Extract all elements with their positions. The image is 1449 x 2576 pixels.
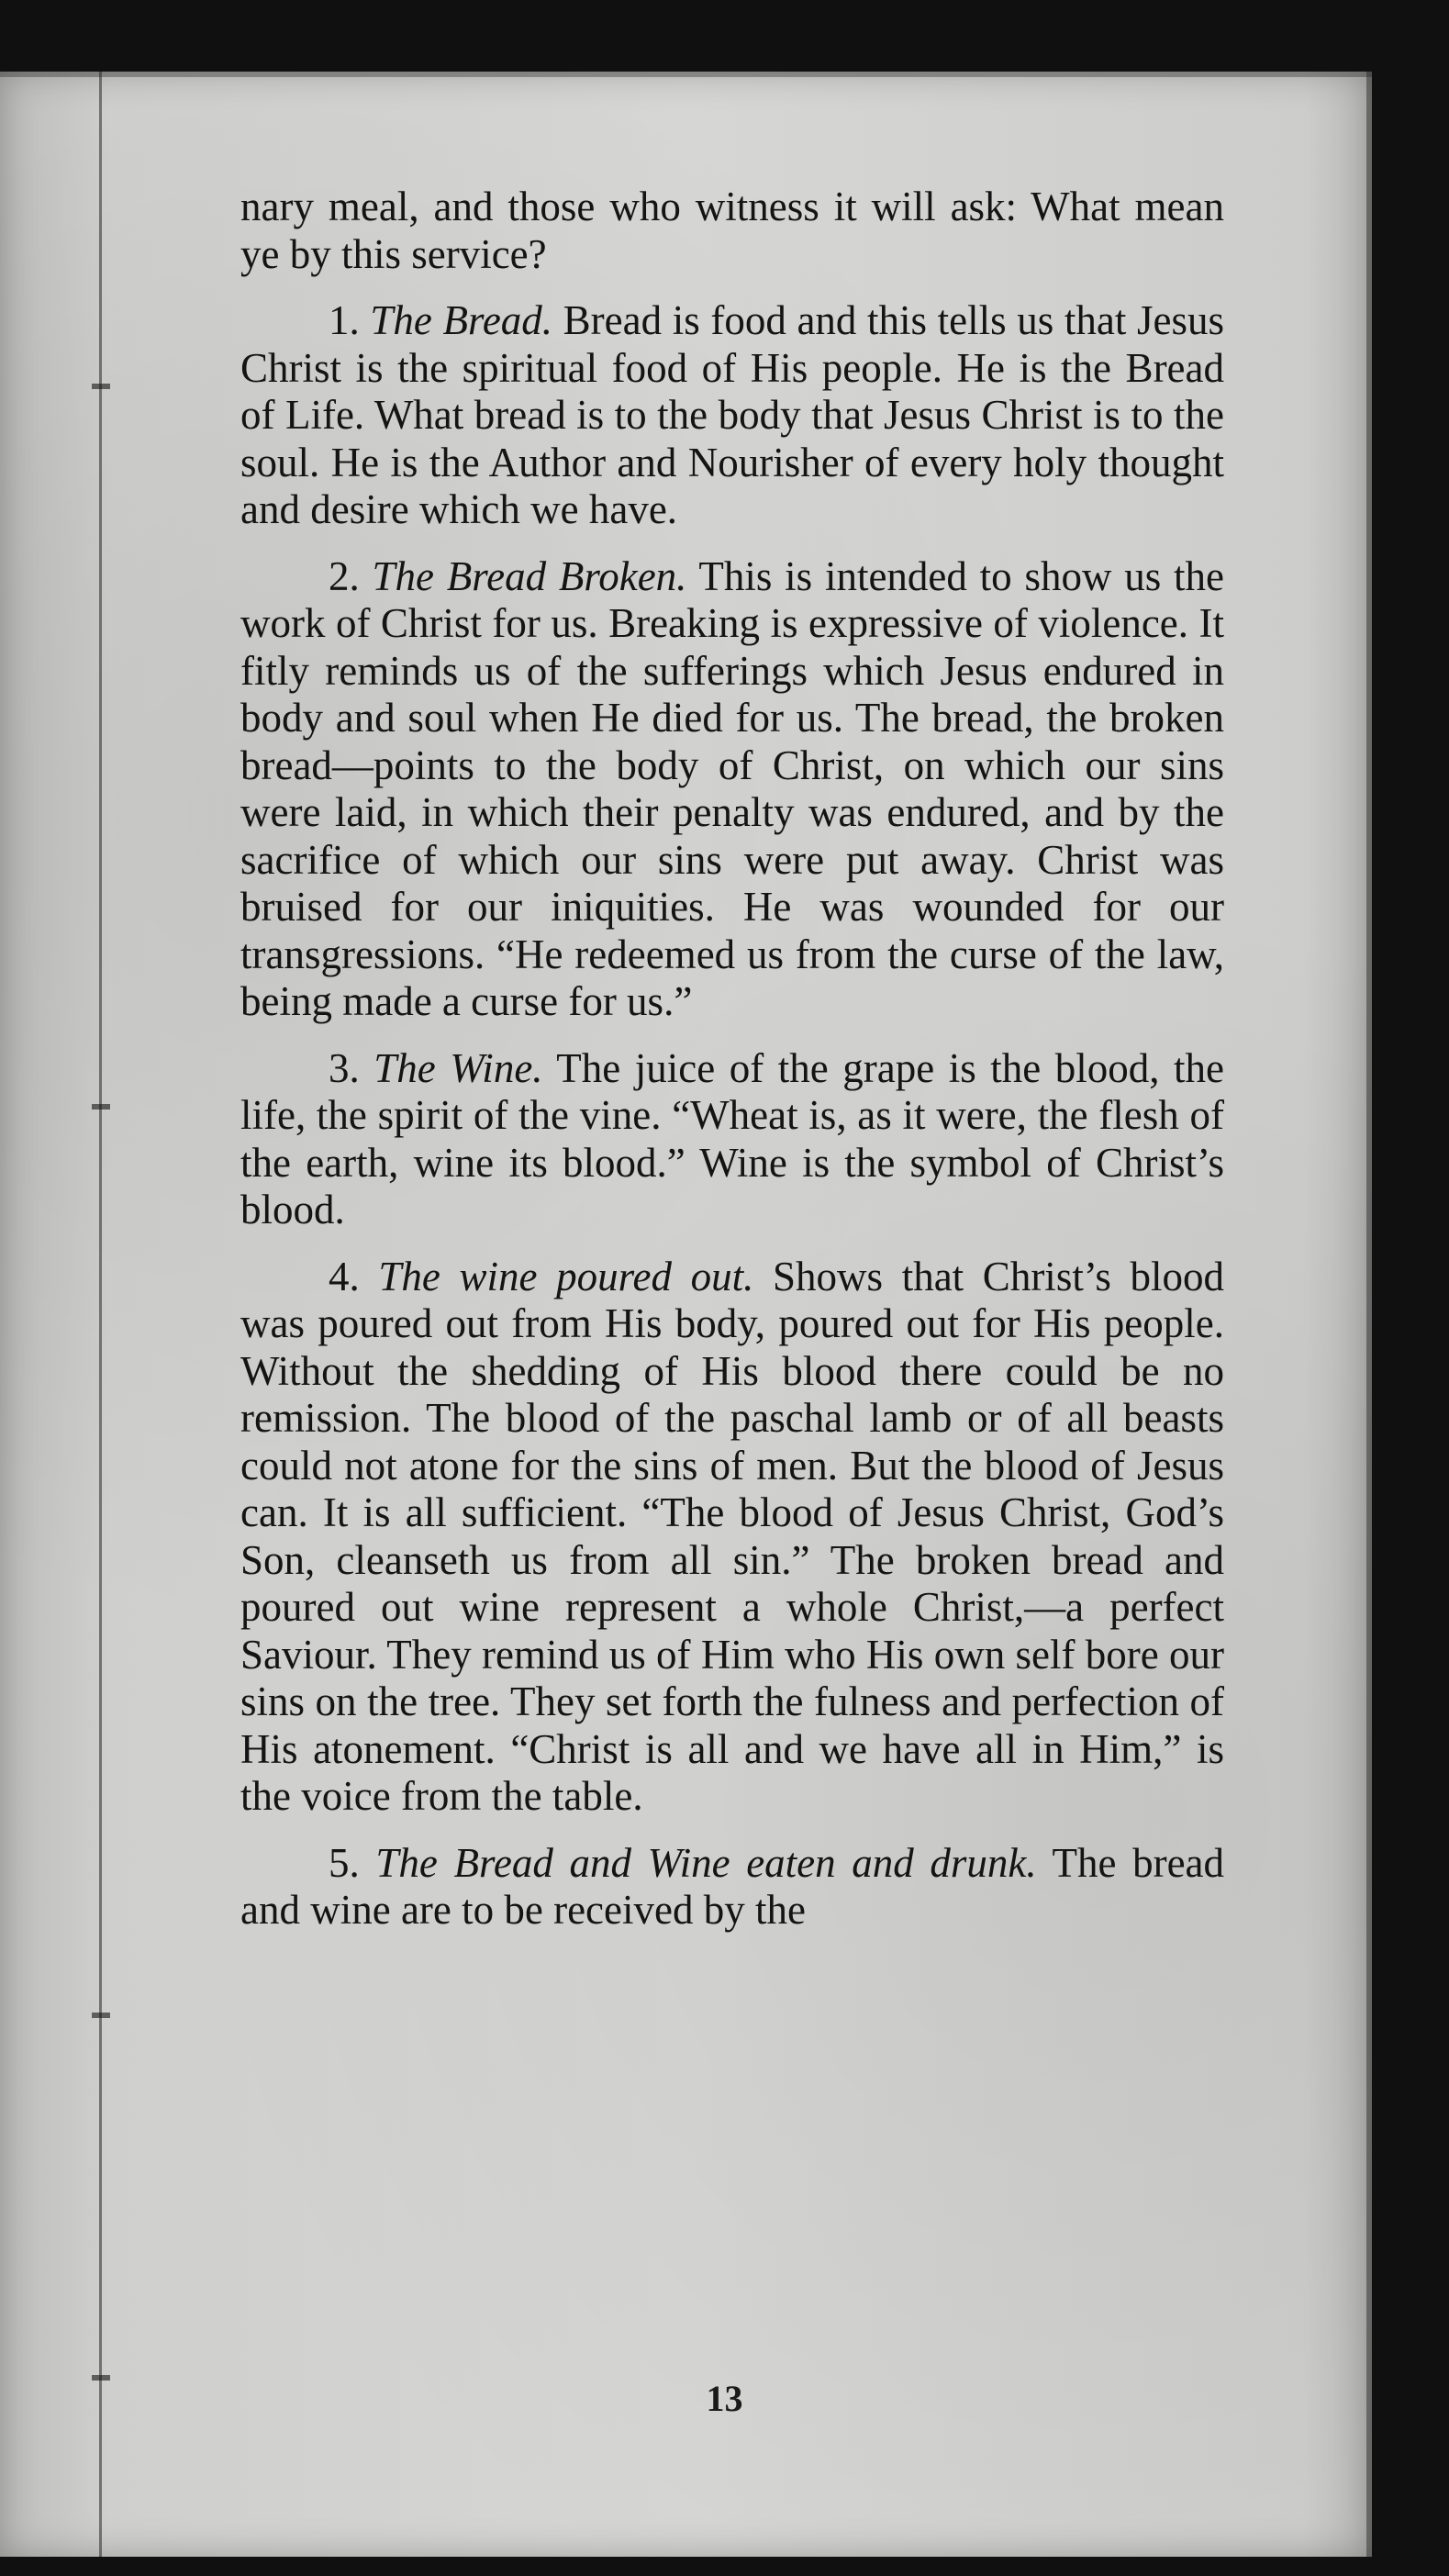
- paragraph-heading: The Bread and Wine eaten and drunk.: [375, 1839, 1037, 1886]
- paragraph-body: Bread is food and this tells us that Jesus Christ is the spiritual food of His people. He is the Bread of Life. What bread is to the body that Jesus Christ is to the soul. He is the Author and Nourisher of every holy thought and desire which we have.: [240, 297, 1225, 532]
- paragraph-body: The juice of the grape is the blood, the life, the spirit of the vine. “Wheat is, as it were, the flesh of the earth, wine its blood.” Wine is the symbol of Christ’s blood.: [240, 1044, 1225, 1232]
- paragraph-heading: The Bread Broken.: [372, 552, 687, 599]
- margin-mark: [92, 384, 110, 389]
- paragraph-number: 3.: [329, 1044, 360, 1091]
- paragraph-the-wine: [240, 1045, 1224, 1234]
- paragraph-heading: The Bread.: [370, 297, 553, 343]
- paragraph-continuation: [240, 184, 1224, 278]
- paragraph-bread-broken: [240, 553, 1224, 1026]
- paragraph-heading: The Wine.: [373, 1044, 543, 1091]
- paragraph-heading: The wine poured out.: [378, 1253, 754, 1299]
- paragraph-body: Shows that Christ’s blood was poured out from His body, poured out for His people. Without the shedding of His blood there could be no remission. The blood of the paschal lamb or of all beasts could not atone for the sins of men. But the blood of Jesus can. It is all sufficient. “The blood of Jesus Christ, God’s Son, cleanseth us from all sin.” The broken bread and poured out wine represent a whole Christ,—a perfect Saviour. They remind us of Him who His own self bore our sins on the tree. They set forth the fulness and perfection of His atonement. “Christ is all and we have all in Him,” is the voice from the table.: [240, 1253, 1224, 1819]
- margin-mark: [92, 1104, 110, 1110]
- paragraph-number: 2.: [329, 552, 360, 599]
- paragraph-number: 5.: [329, 1839, 360, 1886]
- paragraph-body: The bread and wine are to be received by the: [240, 1839, 1225, 1933]
- page-top-edge: [0, 72, 1372, 77]
- margin-marks: [92, 72, 128, 2557]
- paragraph-wine-poured-out: [240, 1254, 1224, 1821]
- page-right-edge: [1366, 72, 1372, 2557]
- body-text: [240, 184, 1224, 1954]
- paragraph-eaten-and-drunk: [240, 1840, 1224, 1935]
- margin-mark: [92, 2013, 110, 2018]
- paragraph-number: 4.: [329, 1253, 360, 1299]
- paragraph-the-bread: [240, 297, 1224, 534]
- paragraph-body: nary meal, and those who witness it will ask: What mean ye by this service?: [240, 184, 1224, 277]
- page-number: 13: [706, 2378, 743, 2419]
- paragraph-body: This is intended to show us the work of Christ for us. Breaking is expressive of violence. It fitly reminds us of the sufferings which Jesus endured in body and soul when He died for us. The bread, the broken bread—points to the body of Christ, on which our sins were laid, in which their penalty was endured, and by the sacrifice of which our sins were put away. Christ was bruised for our iniquities. He was wounded for our transgressions. “He redeemed us from the curse of the law, being made a curse for us.”: [240, 552, 1225, 1024]
- paragraph-number: 1.: [329, 297, 360, 343]
